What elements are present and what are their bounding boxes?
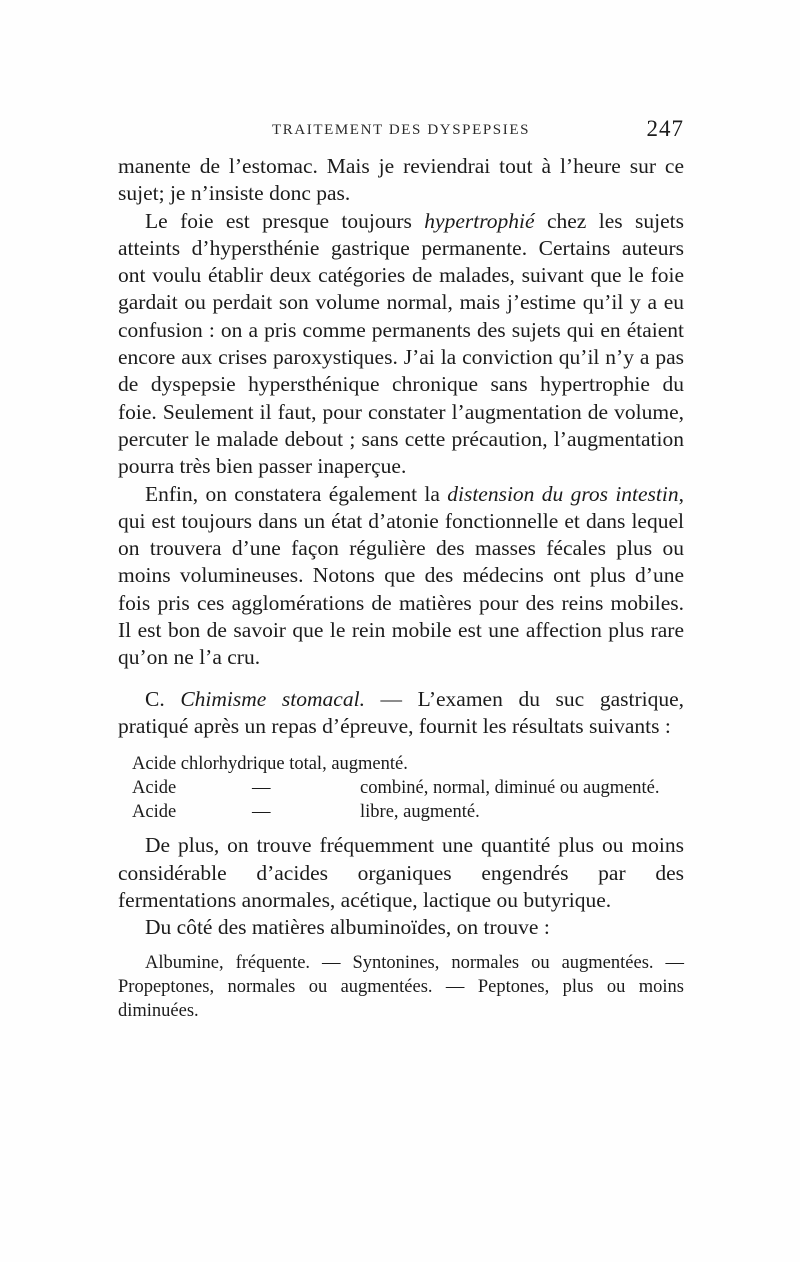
text-run: , qui est toujours dans un état d’atonie fonctionnelle et dans lequel on trouvera d’une façon régulière des masses fécales plus ou moins volumineuses. Notons que des médecins ont plus d’une fois pris ces agglomérations de matières pour des reins mobiles. Il est bon de savoir que le rein mobile est une affection plus rare qu’on ne l’a cru.: [118, 481, 684, 670]
acid-results-list: [118, 752, 684, 824]
acid-name: Acide: [132, 778, 177, 799]
paragraph-liver: [118, 208, 684, 481]
paragraph-intestine: [118, 481, 684, 672]
acid-description: libre, augmenté.: [360, 802, 480, 823]
acid-name: Acide: [132, 802, 177, 823]
italic-term: distension du gros intestin: [447, 481, 679, 506]
ditto-dash: —: [252, 802, 271, 823]
italic-term: hypertrophié: [424, 208, 535, 233]
acid-row-total: [118, 752, 684, 776]
text-run: — L’examen du suc gastrique, pratiqué après un repas d’épreuve, fournit les résultats suivants :: [118, 686, 685, 738]
page-number: 247: [646, 116, 684, 141]
section-heading-italic: Chimisme stomacal.: [180, 686, 365, 711]
acid-description: combiné, normal, diminué ou augmenté.: [360, 778, 660, 799]
acid-row-text: Acide chlorhydrique total, augmenté.: [132, 754, 408, 775]
running-title: TRAITEMENT DES DYSPEPSIES: [271, 122, 531, 138]
text-run: C.: [145, 686, 181, 711]
paragraph-continuation: manente de l’estomac. Mais je reviendrai tout à l’heure sur ce sujet; je n’insiste donc pas.: [118, 154, 684, 206]
running-header: [118, 118, 684, 148]
text-run: Enfin, on constatera également la: [145, 481, 448, 506]
paragraph-albumin-list: Albumine, fréquente. — Syntonines, normales ou augmentées. — Propeptones, normales ou augmentées. — Peptones, plus ou moins diminuées.: [118, 953, 684, 1022]
text-run: Le foie est presque toujours: [145, 208, 425, 233]
page-body: [118, 153, 684, 1023]
ditto-dash: —: [252, 778, 271, 799]
acid-row-combined: [118, 776, 684, 800]
acid-row-free: [118, 800, 684, 824]
paragraph-albuminoids: Du côté des matières albuminoïdes, on trouve :: [145, 915, 550, 940]
paragraph-chimisme: [118, 686, 684, 741]
text-run: chez les sujets atteints d’hypersthénie gastrique permanente. Certains auteurs ont voulu établir deux catégories de malades, suivant que le foie gardait ou perdait son volume normal, mais j’estime qu’il y a eu confusion : on a pris comme permanents des sujets qui en étaient encore aux crises paroxystiques. J’ai la conviction qu’il n’y a pas de dyspepsie hypersthénique chronique sans hypertrophie du foie. Seulement il faut, pour constater l’augmentation de volume, percuter le malade debout ; sans cette précaution, l’augmentation pourra très bien passer inaperçue.: [118, 208, 684, 479]
paragraph-organic-acids: De plus, on trouve fréquemment une quantité plus ou moins considérable d’acides organiques engendrés par des fermentations anormales, acétique, lactique ou butyrique.: [118, 833, 684, 912]
